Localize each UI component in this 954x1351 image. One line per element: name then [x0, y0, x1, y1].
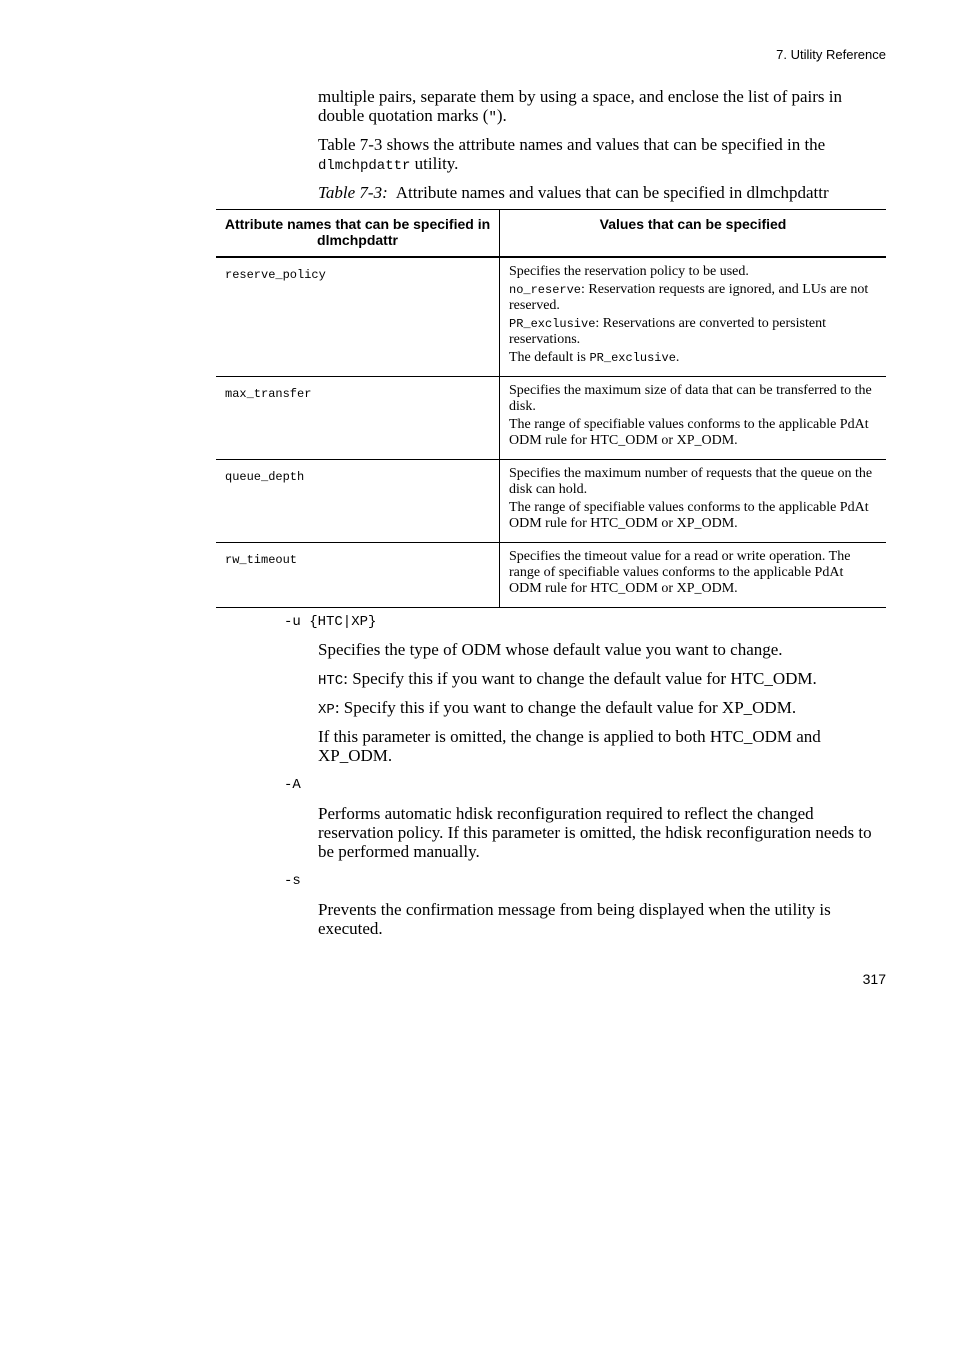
page-number: 317: [862, 971, 886, 987]
value-cell: Specifies the maximum size of data that can be transferred to the disk. The range of specifiable values conforms to the applicable PdAt ODM rule for HTC_ODM or XP_ODM.: [509, 383, 872, 448]
option-u-htc: HTC: Specify this if you want to change the default value for HTC_ODM.: [318, 669, 817, 689]
table-row: [216, 257, 886, 377]
attribute-max-transfer: max_transfer: [216, 377, 500, 460]
value-cell: Specifies the timeout value for a read or write operation. The range of specifiable values conforms to the applicable PdAt ODM rule for HTC_ODM or XP_ODM.: [509, 549, 851, 596]
option-a-description: Performs automatic hdisk reconfiguration required to reflect the changed reservation policy. If this parameter is omitted, the hdisk reconfiguration needs to be performed manually.: [318, 804, 872, 861]
option-s-label: -s: [284, 873, 301, 889]
header-attribute-names: Attribute names that can be specified in dlmchpdattr: [216, 210, 500, 258]
attribute-reserve-policy: reserve_policy: [216, 257, 500, 377]
value-cell: Specifies the maximum number of requests that the queue on the disk can hold. The range of specifiable values conforms to the applicable PdAt ODM rule for HTC_ODM or XP_ODM.: [509, 466, 873, 531]
attribute-rw-timeout: rw_timeout: [216, 543, 500, 608]
option-u-omitted: If this parameter is omitted, the change is applied to both HTC_ODM and XP_ODM.: [318, 727, 821, 765]
option-a-label: -A: [284, 777, 301, 793]
table-row: [216, 460, 886, 543]
table-caption: Table 7-3: Attribute names and values that can be specified in dlmchpdattr: [318, 183, 829, 202]
running-header: 7. Utility Reference: [776, 47, 886, 62]
table-header-row: [216, 210, 886, 258]
value-cell: Specifies the reservation policy to be used. no_reserve: Reservation requests are ignored, and LUs are not reserved. PR_exclusive: Reservations are converted to persistent reservations. The default is PR_exclusive.: [509, 264, 869, 365]
option-s-description: Prevents the confirmation message from being displayed when the utility is executed.: [318, 900, 831, 938]
table-row: [216, 377, 886, 460]
attribute-table: [216, 209, 886, 608]
header-values: Values that can be specified: [599, 216, 787, 232]
intro-paragraph-1: multiple pairs, separate them by using a space, and enclose the list of pairs in double quotation marks (").: [318, 87, 843, 126]
intro-paragraph-2: Table 7-3 shows the attribute names and values that can be specified in the dlmchpdattr utility.: [318, 135, 826, 174]
option-u-xp: XP: Specify this if you want to change the default value for XP_ODM.: [318, 698, 797, 718]
table-row: [216, 543, 886, 608]
option-u-description: Specifies the type of ODM whose default value you want to change.: [318, 640, 783, 659]
attribute-queue-depth: queue_depth: [216, 460, 500, 543]
option-u-label: -u {HTC|XP}: [284, 614, 377, 630]
